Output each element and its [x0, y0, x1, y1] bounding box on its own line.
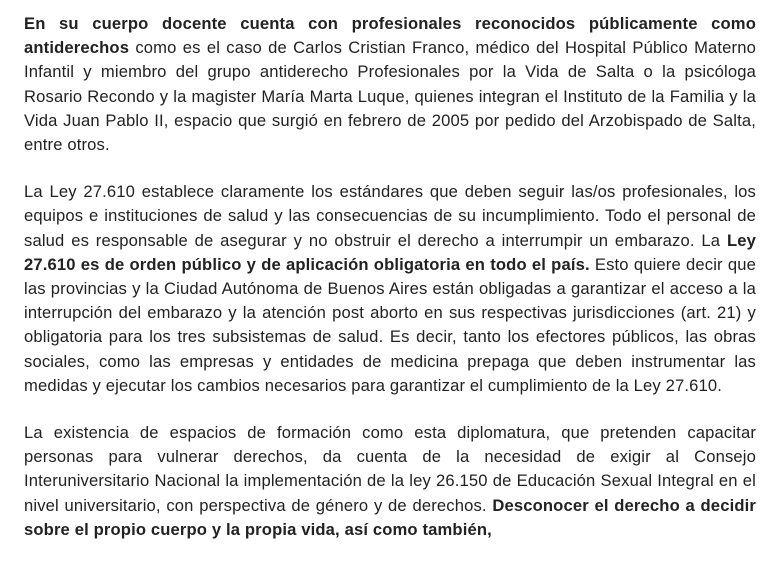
body-text: La existencia de espacios de formación como esta diplomatura, que pretenden capacitar personas para vulnerar derechos, da cuenta de la necesidad de exigir al Consejo Interuniversitario Nacional la implementación de la ley 26.150 de Educación Sexual Integral en el nivel universitario, con perspectiva de género y de derechos. — [24, 423, 756, 515]
bold-text: Ley 27.610 es de orden público y de aplicación obligatoria en todo el país. — [24, 230, 756, 274]
body-text: La Ley 27.610 establece claramente los estándares que deben seguir las/os profesionales, los equipos e instituciones de salud y las consecuencias de su incumplimiento. Todo el personal de salud es responsable de asegurar y no obstruir el derecho a interrumpir un embarazo. La — [24, 182, 756, 250]
paragraph-ley-27610 — [24, 180, 756, 398]
paragraph-docentes — [24, 12, 756, 157]
paragraph-diplomatura — [24, 421, 756, 542]
body-text: Esto quiere decir que las provincias y la Ciudad Autónoma de Buenos Aires están obligadas a garantizar el acceso a la interrupción del embarazo y la atención post aborto en sus respectivas jurisdicciones (art. 21) y obligatoria para los tres subsistemas de salud. Es decir, tanto los efectores públicos, las obras sociales, como las empresas y entidades de medicina prepaga que deben instrumentar las medidas y ejecutar los cambios necesarios para garantizar el cumplimiento de la Ley 27.610. — [24, 254, 756, 395]
body-text: como es el caso de Carlos Cristian Franco, médico del Hospital Público Materno Infantil y miembro del grupo antiderecho Profesionales por la Vida de Salta o la psicóloga Rosario Recondo y la magister María Marta Luque, quienes integran el Instituto de la Familia y la Vida Juan Pablo II, espacio que surgió en febrero de 2005 por pedido del Arzobispado de Salta, entre otros. — [24, 38, 756, 155]
bold-text: En su cuerpo docente cuenta con profesionales reconocidos públicamente como antiderechos — [24, 14, 756, 58]
bold-text: Desconocer el derecho a decidir sobre el propio cuerpo y la propia vida, así como también, — [24, 495, 756, 539]
